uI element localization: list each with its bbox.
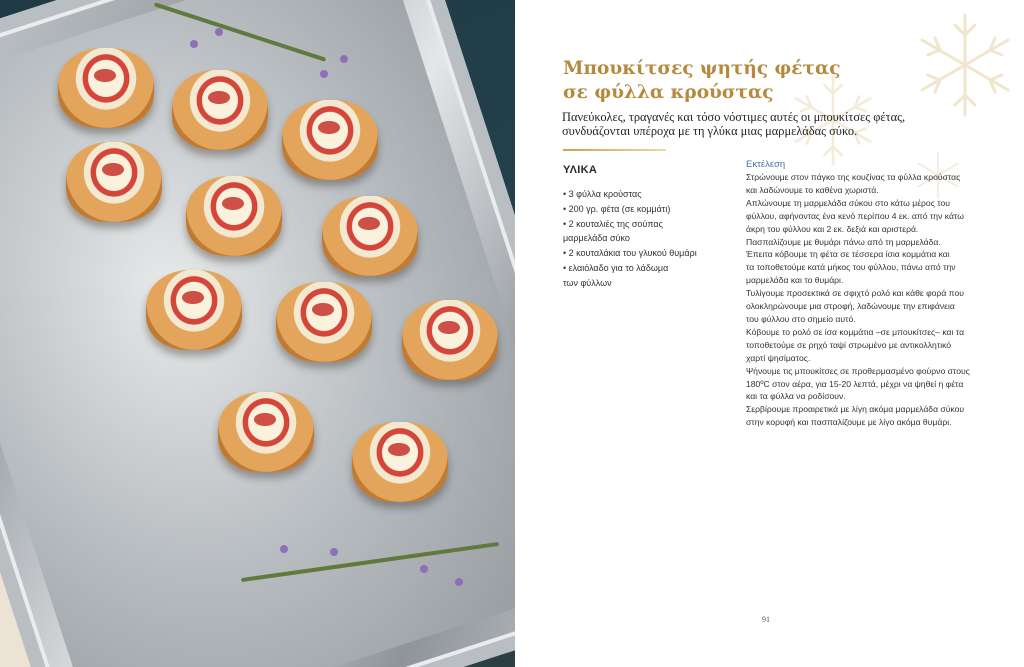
method-line: άκρη του φύλλου και 2 εκ. δεξιά και αριστερά. [746,223,919,234]
recipe-title-line: σε φύλλα κρούστας [563,82,774,103]
ingredient-line: • 200 γρ. φέτα (σε κομμάτι) [563,203,671,214]
method-line: του φύλλου στο σημείο αυτό. [746,313,856,324]
feta-roll [276,282,372,362]
ingredient-line: • 2 κουταλιές της σούπας [563,218,663,229]
intro-line: συνδυάζονται υπέροχα με τη γλύκα μιας μαρμελάδας σύκο. [562,124,858,138]
method-line: και τα φύλλα να ροδίσουν. [746,391,846,402]
ingredient-line: • 2 κουταλάκια του γλυκού θυμάρι [563,248,697,259]
method-line: Κόβουμε το ρολό σε ίσα κομμάτια –σε μπουκίτσες– και τα [746,326,965,337]
method-line: Ψήνουμε τις μπουκίτσες σε προθερμασμένο φούρνο στους [746,365,970,376]
method-line: τα τοποθετούμε κατά μήκος του φύλλου, πάνω από την [746,262,956,273]
recipe-title-line: Μπουκίτσες ψητής φέτας [563,58,841,79]
feta-roll [322,196,418,276]
method-line: Στρώνουμε στον πάγκο της κουζίνας τα φύλλα κρούστας [746,172,961,182]
method-heading: Εκτέλεση [746,159,786,170]
ingredient-line: των φύλλων [563,277,612,288]
ingredient-line: μαρμελάδα σύκο [563,233,630,244]
recipe-title [563,57,863,105]
intro-line: Πανεύκολες, τραγανές και τόσο νόστιμες αυτές οι μπουκίτσες φέτας, [562,110,906,124]
method-text [746,171,996,429]
method-line: τοποθετούμε σε ρηχό ταψί στρωμένο με αντικολλητικό [746,339,952,350]
ingredient-line: • 3 φύλλα κρούστας [563,189,642,199]
feta-roll [218,392,314,472]
ingredient-line: • ελαιόλαδο για το λάδωμα [563,262,669,273]
recipe-intro [562,110,942,138]
method-line: Τυλίγουμε προσεκτικά σε σφιχτό ρολό και κάθε φορά που [746,288,964,299]
method-line: ολοκληρώνουμε μια στροφή, λαδώνουμε την επιφάνεια [746,301,955,312]
method-line: 180ºC στον αέρα, για 15-20 λεπτά, μέχρι να ψηθεί η φέτα [746,378,964,389]
gold-divider [563,149,666,151]
method-line: μαρμελάδα και το θυμάρι. [746,275,844,286]
feta-roll [58,48,154,128]
method-line: φύλλου, αφήνοντας ένα κενό περίπου 4 εκ. από την κάτω [746,210,964,221]
page-number: 91 [762,615,770,624]
feta-roll [172,70,268,150]
recipe-page [515,0,1024,667]
method-line: χαρτί ψησίματος. [746,352,811,363]
method-line: στην κορυφή και πασπαλίζουμε με λίγο ακόμα θυμάρι. [746,417,952,428]
method-line: Σερβίρουμε προαιρετικά με λίγη ακόμα μαρμελάδα σύκου [746,404,965,415]
feta-roll [402,300,498,380]
ingredients-list [563,187,743,291]
feta-roll [66,142,162,222]
feta-roll [146,270,242,350]
ingredients-heading: ΥΛΙΚΑ [563,164,598,176]
feta-roll [352,422,448,502]
method-line: και λαδώνουμε το καθένα χωριστά. [746,184,879,195]
feta-roll [282,100,378,180]
method-line: Έπειτα κόβουμε τη φέτα σε τέσσερα ίσια κομμάτια και [746,249,950,260]
snowflake-icon [910,10,1020,120]
feta-roll [186,176,282,256]
method-line: Πασπαλίζουμε με θυμάρι πάνω από τη μαρμελάδα. [746,236,941,247]
method-line: Απλώνουμε τη μαρμελάδα σύκου στο κάτω μέρος του [746,197,950,208]
